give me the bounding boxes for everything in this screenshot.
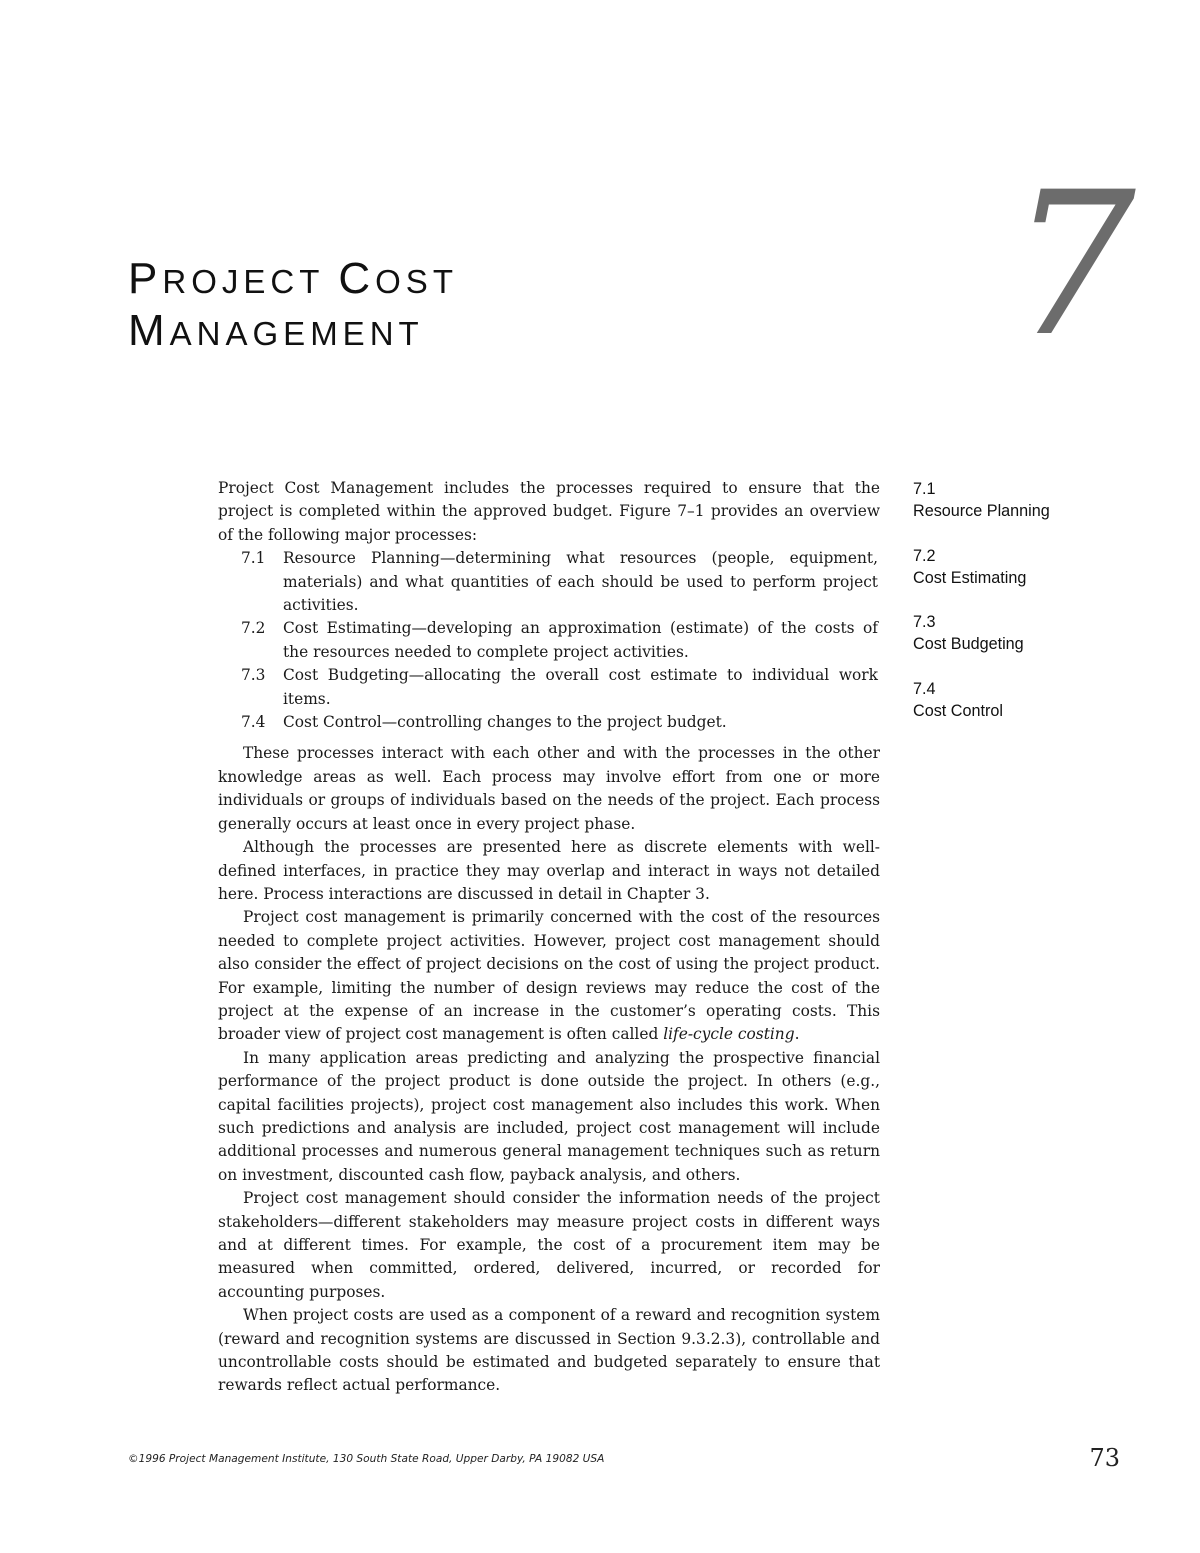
process-separator: — (408, 666, 425, 685)
process-number: 7.2 (241, 619, 266, 638)
chapter-title (128, 253, 688, 357)
process-name: Cost Estimating (283, 619, 412, 638)
sidebar-item-label: Cost Budgeting (913, 635, 1024, 653)
body-paragraph: Although the processes are presented here as discrete elements with well-defined interfaces, in practice they may overlap and interact in ways not detailed here. Process interactions are discussed in detail in Chapter 3. (218, 838, 880, 903)
sidebar-item-label: Resource Planning (913, 502, 1050, 520)
process-name: Cost Control (283, 713, 382, 732)
process-item (218, 711, 880, 734)
lifecycle-costing-term: life-cycle costing (663, 1025, 795, 1044)
chapter-number: 7 (1010, 149, 1136, 380)
process-description: developing an approximation (estimate) of the costs of the resources needed to complete project activities. (283, 619, 878, 661)
body-paragraph: In many application areas predicting and analyzing the prospective financial performance of the project product is done outside the project. In others (e.g., capital facilities projects), project cost management also includes this work. When such predictions and analysis are included, project cost management will include additional processes and numerous general management techniques such as return on investment, discounted cash flow, payback analysis, and others. (218, 1048, 880, 1184)
process-item (218, 664, 880, 711)
process-description: controlling changes to the project budget. (397, 713, 727, 732)
intro-paragraph: Project Cost Management includes the processes required to ensure that the project is completed within the approved budget. Figure 7–1 provides an overview of the following major processes: (218, 479, 880, 544)
chapter-title-line-2 (128, 305, 688, 357)
process-description: allocating the overall cost estimate to individual work items. (283, 666, 878, 708)
process-separator: — (381, 713, 398, 732)
sidebar-item-number: 7.3 (913, 613, 936, 631)
sidebar-item-cost-control[interactable] (913, 678, 1143, 722)
sidebar-item-label: Cost Control (913, 701, 1003, 720)
process-separator: — (439, 549, 456, 568)
process-name: Cost Budgeting (283, 666, 409, 685)
body-paragraph: These processes interact with each other and with the processes in the other knowledge areas as well. Each process may involve effort from one or more individuals or groups of individuals based on the needs of the project. Each process generally occurs at least once in every project phase. (218, 744, 880, 833)
process-list (218, 547, 880, 734)
body-text (218, 477, 880, 1398)
page-number: 73 (1089, 1444, 1120, 1472)
footer-copyright: ©1996 Project Management Institute, 130 South State Road, Upper Darby, PA 19082 USA (128, 1453, 605, 1465)
sidebar-item-label: Cost Estimating (913, 568, 1027, 587)
process-item (218, 617, 880, 664)
process-description: determining what resources (people, equipment, materials) and what quantities of each should be used to perform project activities. (283, 549, 878, 615)
sidebar-item-resource-planning[interactable] (913, 478, 1143, 522)
body-paragraph-lifecycle: Project cost management is primarily concerned with the cost of the resources needed to complete project activities. However, project cost management should also consider the effect of project decisions on the cost of using the project product. For example, limiting the number of design reviews may reduce the cost of the project at the expense of an increase in the customer’s operating costs. This broader view of project cost management is often called life-cycle costing. (218, 908, 880, 1044)
process-separator: — (411, 619, 427, 638)
title-word-cost: COST (338, 254, 458, 303)
process-number: 7.3 (241, 666, 266, 685)
process-number: 7.1 (241, 549, 266, 568)
process-number: 7.4 (241, 713, 266, 732)
process-name: Resource Planning (283, 549, 440, 568)
title-word-project: PROJECT (128, 254, 325, 303)
sidebar-item-cost-budgeting[interactable] (913, 611, 1143, 655)
sidebar-item-number: 7.1 (913, 480, 936, 498)
sidebar-item-cost-estimating[interactable] (913, 545, 1143, 589)
body-paragraph: When project costs are used as a component of a reward and recognition system (reward and recognition systems are discussed in Section 9.3.2.3), controllable and uncontrollable costs should be estimated and budgeted separately to ensure that rewards reflect actual performance. (218, 1306, 880, 1395)
sidebar-item-number: 7.4 (913, 679, 936, 698)
title-word-management: MANAGEMENT (128, 306, 424, 355)
process-item (218, 547, 880, 617)
chapter-title-line-1 (128, 253, 688, 305)
section-sidebar (913, 478, 1143, 744)
sidebar-item-number: 7.2 (913, 546, 936, 565)
body-paragraph: Project cost management should consider the information needs of the project stakeholders—different stakeholders may measure project costs in different ways and at different times. For example, the cost of a procurement item may be measured when committed, ordered, delivered, incurred, or recorded for accounting purposes. (218, 1189, 880, 1301)
